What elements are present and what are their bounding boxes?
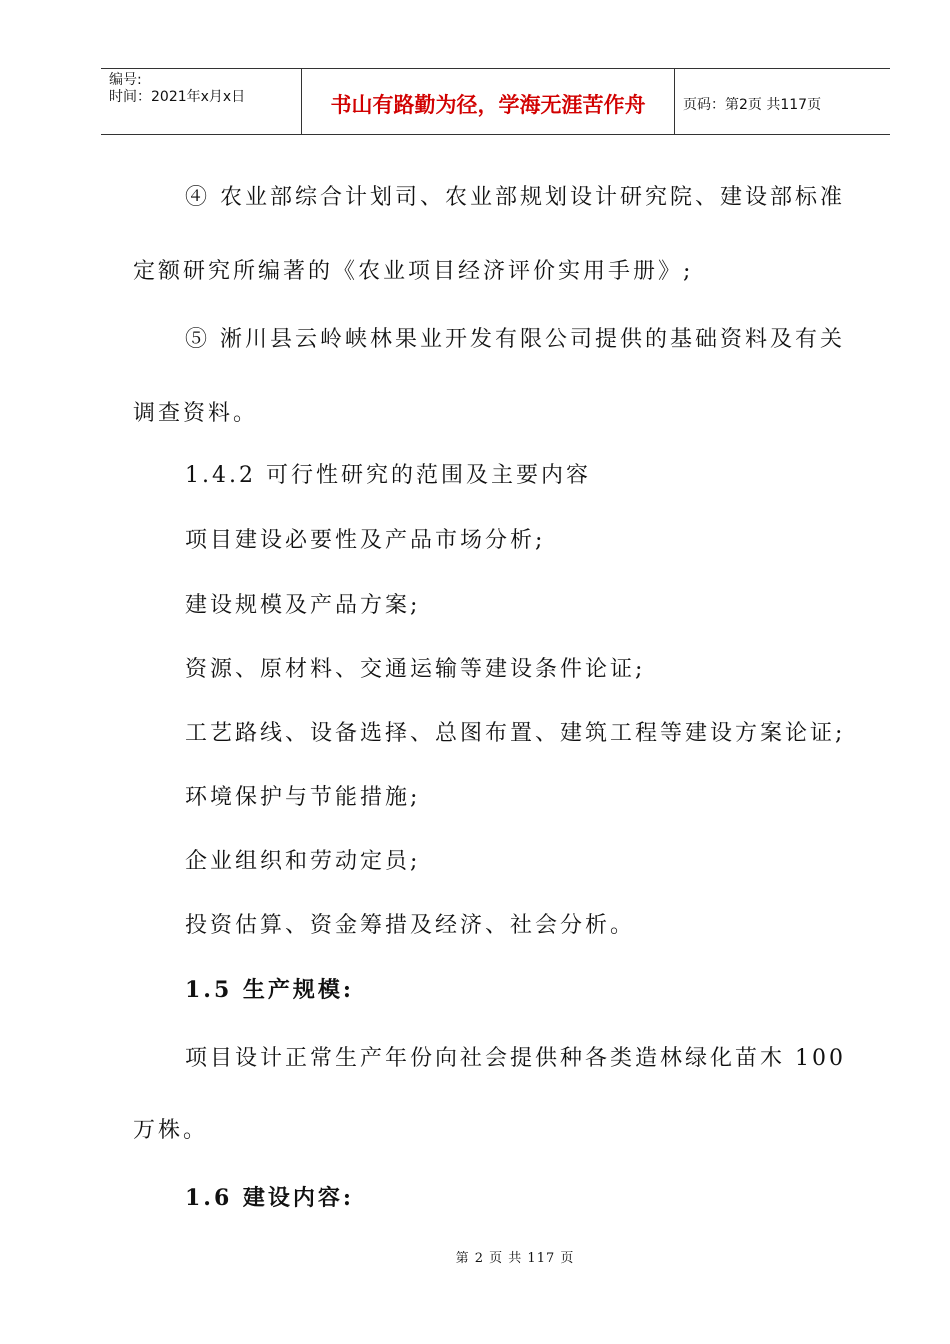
header-meta xyxy=(101,69,302,134)
header-page-info: 页码：第2页 共117页 xyxy=(683,96,822,113)
document-date: 时间：2021年x月x日 xyxy=(109,89,246,105)
body-line: ⑤ 淅川县云岭峡林果业开发有限公司提供的基础资料及有关 xyxy=(185,327,845,352)
list-item: 资源、原材料、交通运输等建设条件论证; xyxy=(185,657,646,682)
list-item: 环境保护与节能措施; xyxy=(185,785,421,810)
body-line: ④ 农业部综合计划司、农业部规划设计研究院、建设部标准 xyxy=(185,185,845,210)
body-line: 调查资料。 xyxy=(133,401,259,426)
section-heading-1-6: 1.6 建设内容: xyxy=(185,1185,355,1211)
list-item: 投资估算、资金筹措及经济、社会分析。 xyxy=(185,913,636,938)
list-item: 企业组织和劳动定员; xyxy=(185,849,421,874)
section-heading-1-4-2: 1.4.2 可行性研究的范围及主要内容 xyxy=(185,463,591,488)
body-line: 项目设计正常生产年份向社会提供种各类造林绿化苗木 100 xyxy=(185,1046,846,1071)
body-line: 万株。 xyxy=(133,1118,209,1143)
page-header xyxy=(101,68,890,135)
list-item: 工艺路线、设备选择、总图布置、建筑工程等建设方案论证; xyxy=(185,721,846,746)
list-item: 项目建设必要性及产品市场分析; xyxy=(185,528,546,553)
document-number-label: 编号: xyxy=(109,72,142,88)
page-footer: 第 2 页 共 117 页 xyxy=(455,1251,575,1266)
header-motto: 书山有路勤为径，学海无涯苦作舟 xyxy=(302,69,675,134)
body-line: 定额研究所编著的《农业项目经济评价实用手册》; xyxy=(133,259,694,284)
list-item: 建设规模及产品方案; xyxy=(185,593,421,618)
section-heading-1-5: 1.5 生产规模: xyxy=(185,977,355,1003)
